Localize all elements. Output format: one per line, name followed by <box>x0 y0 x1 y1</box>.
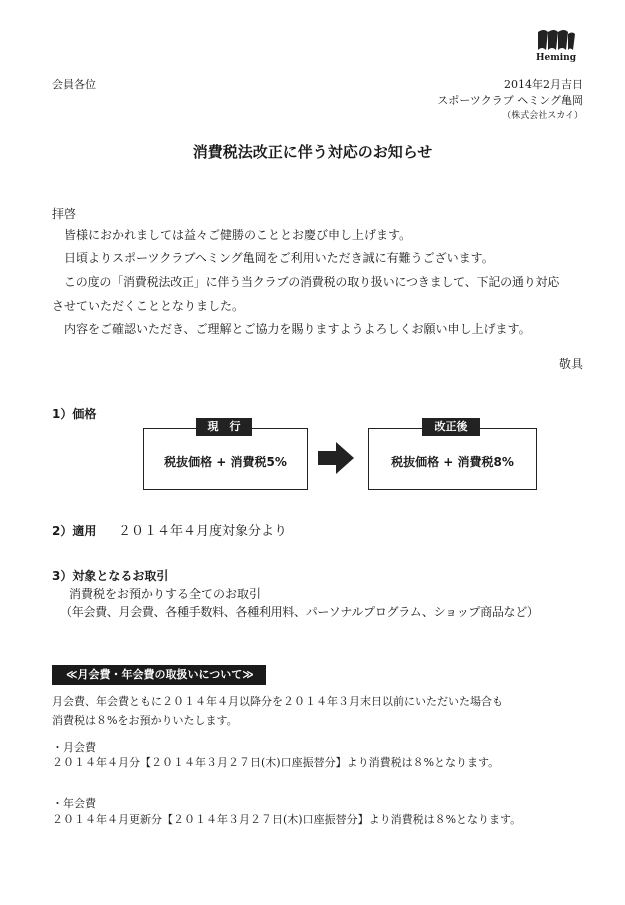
revised-price-box <box>368 428 537 490</box>
company-name: （株式会社スカイ） <box>502 111 583 121</box>
greeting-paragraph: 日頃よりスポーツクラブヘミング亀岡をご利用いただき誠に有難うございます。 <box>64 251 494 265</box>
annual-fee-label: ・年会費 <box>52 797 96 810</box>
applicable-date-text: ２０１４年４月度対象分より <box>118 524 288 539</box>
revised-price-text: 税抜価格 + 消費税8% <box>391 455 514 469</box>
logo-mark-icon <box>532 26 580 54</box>
annual-fee-text: ２０１４年４月更新分【２０１４年３月２７日(木)口座振替分】より消費税は８%となります。 <box>52 813 522 826</box>
monthly-fee-label: ・月会費 <box>52 741 96 754</box>
greeting-paragraph: この度の「消費税法改正」に伴う当クラブの消費税の取り扱いにつきまして、下記の通り対応 <box>64 275 560 289</box>
monthly-fee-text: ２０１４年４月分【２０１４年３月２７日(木)口座振替分】より消費税は８%となります。 <box>52 756 500 769</box>
page-title: 消費税法改正に伴う対応のお知らせ <box>192 143 433 161</box>
fee-handling-banner: ≪月会費・年会費の取扱いについて≫ <box>52 665 266 685</box>
logo-wordmark: Heming <box>535 53 576 63</box>
heming-logo <box>532 26 580 66</box>
arrow-right-icon <box>318 442 354 474</box>
issue-date: 2014年2月吉日 <box>504 78 583 91</box>
current-price-text: 税抜価格 + 消費税5% <box>164 455 287 469</box>
greeting-paragraph: 皆様におかれましては益々ご健勝のこととお慶び申し上げます。 <box>64 228 412 242</box>
fee-handling-text: 月会費、年会費ともに２０１４年４月以降分を２０１４年３月末日以前にいただいた場合も <box>52 695 503 708</box>
section-applicable-heading: 2）適用 <box>52 524 97 538</box>
current-tab-label: 現 行 <box>196 418 252 436</box>
greeting-paragraph: 内容をご確認いただき、ご理解とご協力を賜りますようよろしくお願い申し上げます。 <box>64 322 531 336</box>
transactions-text: 消費税をお預かりする全てのお取引 <box>69 587 262 601</box>
section-price-heading: 1）価格 <box>52 407 97 421</box>
greeting-opening: 拝啓 <box>52 207 77 221</box>
current-price-box <box>143 428 308 490</box>
section-transactions-heading: 3）対象となるお取引 <box>52 569 169 583</box>
greeting-paragraph: させていただくこととなりました。 <box>52 299 245 313</box>
greeting-closing: 敬具 <box>558 357 583 371</box>
fee-handling-text: 消費税は８%をお預かりいたします。 <box>52 714 238 727</box>
revised-tab-label: 改正後 <box>422 418 480 436</box>
transactions-examples: （年会費、月会費、各種手数料、各種利用料、パーソナルプログラム、ショップ商品など） <box>60 605 539 619</box>
organization-name: スポーツクラブ ヘミング亀岡 <box>437 94 583 107</box>
recipient: 会員各位 <box>52 78 96 91</box>
